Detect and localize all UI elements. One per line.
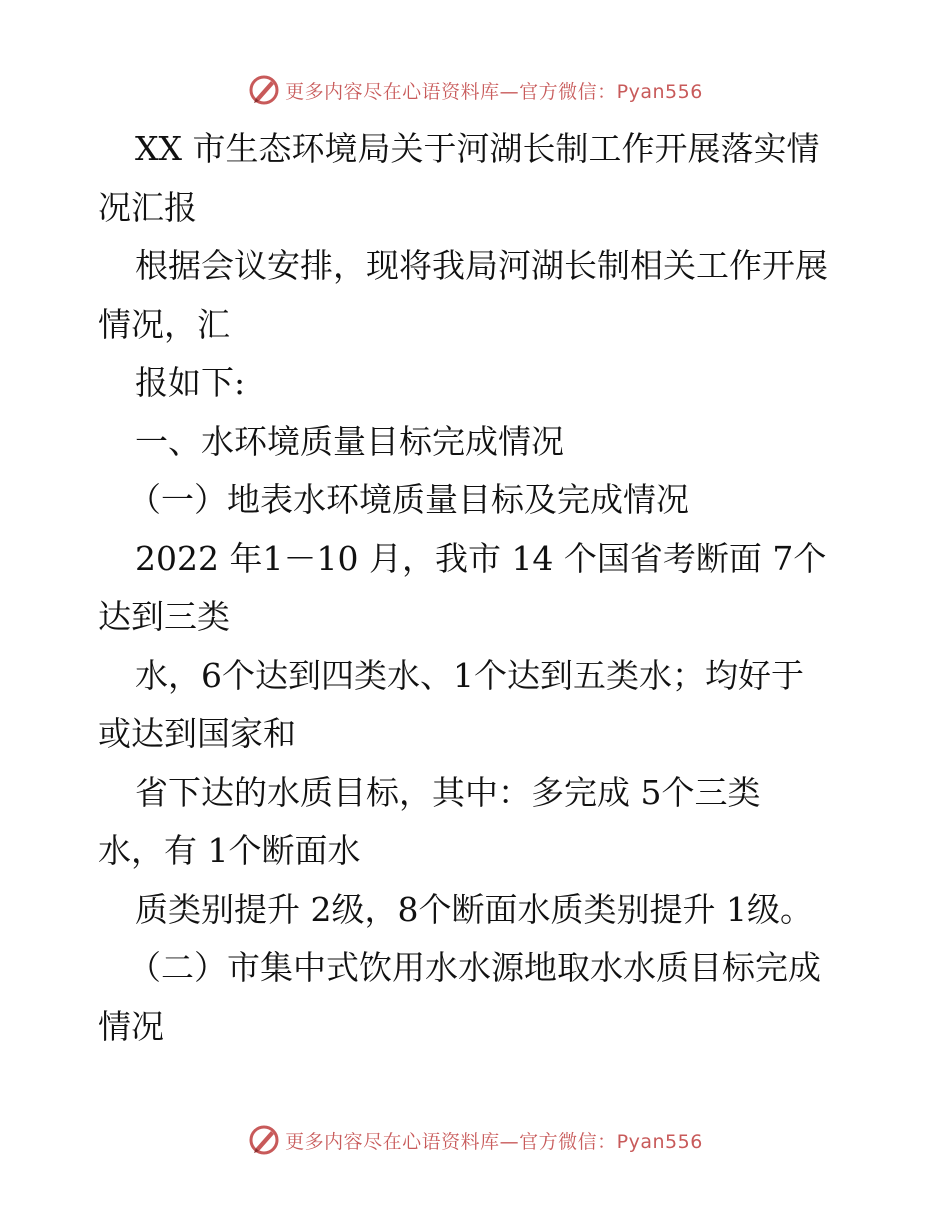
paragraph-line: 报如下: xyxy=(135,363,246,402)
paragraph-line: 质类别提升 2级，8个断面水质类别提升 1级。 xyxy=(135,889,813,929)
watermark-text: 更多内容尽在心语资料库—官方微信：Pyan556 xyxy=(285,1130,703,1153)
pen-logo-icon xyxy=(247,1123,281,1157)
paragraph-line: 水，有 1个断面水 xyxy=(98,831,361,870)
paragraph-line: 2022 年1－10 月，我市 14 个国省考断面 7个 xyxy=(135,538,827,578)
pen-logo-icon xyxy=(247,73,281,107)
paragraph-line: 根据会议安排，现将我局河湖长制相关工作开展 xyxy=(135,246,828,285)
paragraph-line: 情况，汇 xyxy=(98,304,230,344)
paragraph-line: 水，6个达到四类水、1个达到五类水；均好于 xyxy=(135,655,804,695)
paragraph-line: 省下达的水质目标，其中：多完成 5个三类 xyxy=(135,772,761,812)
watermark-footer xyxy=(0,1120,950,1160)
paragraph-line: 达到三类 xyxy=(98,597,230,636)
subsection-heading: （一）地表水环境质量目标及完成情况 xyxy=(128,480,689,519)
title-line-2: 况汇报 xyxy=(98,187,197,227)
section-heading: 一、水环境质量目标完成情况 xyxy=(135,421,564,461)
document-body xyxy=(98,120,878,1056)
watermark-text: 更多内容尽在心语资料库—官方微信：Pyan556 xyxy=(285,80,703,103)
subsection-heading: （二）市集中式饮用水水源地取水水质目标完成 xyxy=(128,948,821,987)
title-line-1: XX 市生态环境局关于河湖长制工作开展落实情 xyxy=(135,129,820,168)
watermark-header xyxy=(0,70,950,110)
paragraph-line: 情况 xyxy=(98,1006,164,1046)
paragraph-line: 或达到国家和 xyxy=(98,714,296,753)
